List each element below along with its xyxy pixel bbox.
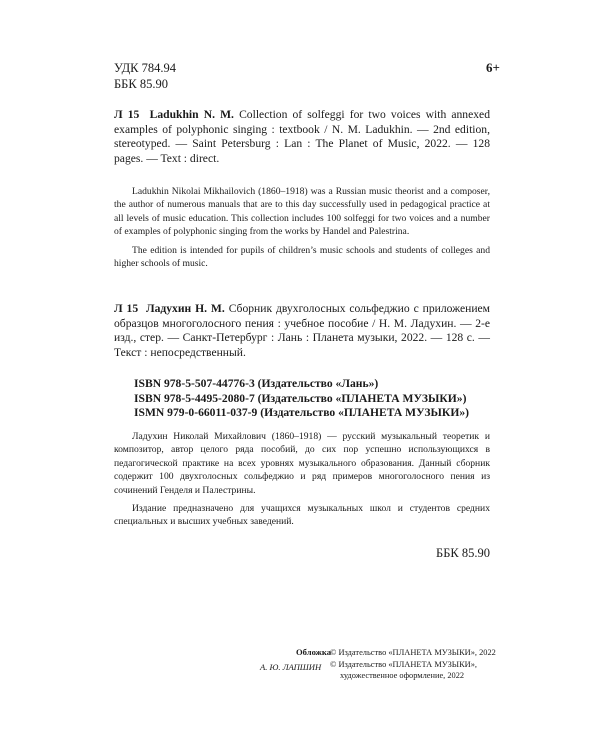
isbn-lan: ISBN 978-5-507-44776-3 (Издательство «Лань») (134, 377, 379, 390)
russian-annotation (114, 430, 490, 534)
citation-text: Сборник двухголосных сольфеджио с приложением образцов многоголосного пения : учебное пособие / Н. М. Ладухин. — 2-е изд., стер. — Санкт-Петербург : Лань : Планета музыки, 2022. — 128 с. — Текст : непосредственный. (114, 302, 491, 359)
copyright-line: © Издательство «ПЛАНЕТА МУЗЫКИ», 2022 (330, 648, 496, 657)
udk-code: УДК 784.94 (114, 61, 176, 75)
classification-block (114, 60, 176, 92)
bbk-code-bottom: ББК 85.90 (436, 546, 490, 560)
copyright-block (330, 647, 496, 682)
isbn-block (134, 377, 469, 421)
cover-credit-label: Обложка (296, 647, 332, 657)
annotation-paragraph: Ладухин Николай Михайлович (1860–1918) — русский музыкальный теоретик и композитор, автор целого ряда пособий, до сих пор успешно использующихся в педагогической практике на всех уровнях музыкального образования. Данный сборник содержит 100 двухголосных сольфеджио и ряд примеров многоголосного пения из сочинений Генделя и Палестрины. (114, 431, 490, 496)
cover-artist-name: А. Ю. ЛАПШИН (260, 662, 322, 672)
ismn: ISMN 979-0-66011-037-9 (Издательство «ПЛАНЕТА МУЗЫКИ») (134, 406, 470, 420)
citation-text: Collection of solfeggi for two voices with annexed examples of polyphonic singing : textbook / N. M. Ladukhin. — 2nd edition, stereotyped. — Saint Petersburg : Lan : The Planet of Music, 2022. — 128 pages. — Text : direct. (114, 108, 490, 165)
annotation-paragraph: The edition is intended for pupils of children’s music schools and students of colleges and higher schools of music. (114, 244, 490, 270)
author-mark: Л 15 Ладухин Н. М. (114, 302, 225, 315)
age-rating: 6+ (486, 60, 500, 75)
copyright-line: © Издательство «ПЛАНЕТА МУЗЫКИ», (330, 659, 478, 669)
copyright-line: художественное оформление, 2022 (340, 671, 465, 681)
russian-bibliographic-entry (114, 302, 490, 360)
bbk-code: ББК 85.90 (114, 77, 168, 91)
english-annotation (114, 185, 490, 275)
author-mark: Л 15 Ladukhin N. M. (114, 108, 234, 121)
annotation-paragraph: Издание предназначено для учащихся музыкальных школ и студентов средних специальных и высших учебных заведений. (114, 503, 490, 528)
isbn-planet: ISBN 978-5-4495-2080-7 (Издательство «ПЛАНЕТА МУЗЫКИ») (134, 391, 467, 405)
english-bibliographic-entry (114, 108, 490, 166)
annotation-paragraph: Ladukhin Nikolai Mikhailovich (1860–1918) was a Russian music theorist and a composer, the author of numerous manuals that are to this day successfully used in pedagogical practice at all levels of music education. This collection includes 100 solfeggi for two voices and a number of examples of polyphonic singing from the works by Handel and Palestrina. (114, 186, 490, 238)
